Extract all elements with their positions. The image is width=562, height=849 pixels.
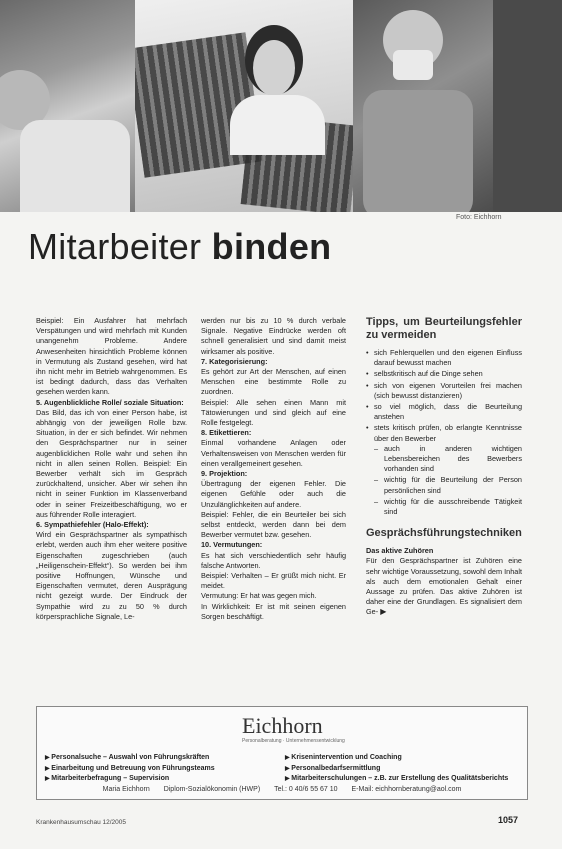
- list-item: • selbstkritisch auf die Dinge sehen: [366, 369, 522, 379]
- contact-name: Maria Eichhorn: [102, 786, 150, 793]
- contact-role: Diplom-Sozialökonomin (HWP): [163, 786, 261, 793]
- paragraph: [366, 556, 522, 617]
- ad-contact-line: [37, 786, 527, 793]
- paragraph-text: Für den Gesprächspartner ist Zuhören eine sehr wichtige Voraussetzung, sowohl dem Inhalt als auch dem emotionalen Gehalt einer Aussage zu prüfen. Das aktive Zuhören ist daher eine der Grundlagen. Es signalisiert dem Ge-: [366, 556, 522, 617]
- paragraph: Beispiel: Alle sehen einen Mann mit Tätowierungen und sind gleich auf eine Rolle festgelegt.: [201, 397, 346, 428]
- page-title: [28, 226, 331, 268]
- list-item: • sich Fehlerquellen und den eigenen Einfluss darauf bewusst machen: [366, 348, 522, 368]
- list-item: ▶ Personalsuche – Auswahl von Führungskräften: [45, 753, 215, 764]
- tips-list: [366, 348, 522, 517]
- list-item: – auch in anderen wichtigen Lebensbereichen des Bewerbers vorhanden sind: [374, 444, 522, 475]
- paragraph: In Wirklichkeit: Er ist mit seinen eigenen Sorgen beschäftigt.: [201, 601, 346, 621]
- list-item: • so viel möglich, dass die Beurteilung anstehen: [366, 402, 522, 422]
- title-bold: binden: [211, 226, 332, 267]
- section-heading: 6. Sympathiefehler (Halo-Effekt):: [36, 520, 149, 530]
- section-heading: 7. Kategorisierung:: [201, 356, 268, 366]
- section-heading: 5. Augenblickliche Rolle/ soziale Situation:: [36, 397, 184, 407]
- ad-tagline: Personalberatung · Unternehmensentwicklung: [242, 738, 345, 744]
- paragraph: Beispiel: Fehler, die ein Beurteiler bei sich selbst entdeckt, werden dann bei dem Bewerber vermutet bzw. gesehen.: [201, 509, 346, 540]
- paragraph: Es gehört zur Art der Menschen, auf einen Menschen eine bestimmte Rolle zu zuordnen.: [201, 367, 346, 397]
- photo-surgery: [353, 0, 562, 212]
- paragraph: Vermutung: Er hat was gegen mich.: [201, 591, 317, 601]
- title-light: Mitarbeiter: [28, 226, 202, 267]
- ad-brand-logo: Eichhorn: [242, 713, 323, 738]
- tips-heading: Tipps, um Beurteilungsfehler zu vermeiden: [366, 316, 522, 341]
- list-item: ▶ Krisenintervention und Coaching: [285, 753, 508, 764]
- paragraph: Wird ein Gesprächspartner als sympathisch erlebt, werden auch ihm eher weitere positive Eigenschaften zugeschrieben (auch „Heiligenschein-Effekt“). So werden bei ihm positive Hoffnungen, Wünsche und Eigenschaften vermutet, deren Ausprägung nicht gezeigt wurde. Der Eindruck der Sympathie wird zu zu 50 % durch körpersprachliche Signale, Le-: [36, 530, 187, 621]
- paragraph: Es hat sich verschiedentlich sehr häufig falsche Antworten.: [201, 550, 346, 570]
- advertisement-box: [36, 706, 528, 800]
- paragraph: Das Bild, das ich von einer Person habe, ist abhängig von der jeweiligen Rolle bzw. Situation, in der er sich befindet. Wir nehmen den Gesprächspartner nur in seiner augenblicklichen Rolle wahr und sehen ihn nicht in allen seinen Rollen. Beispiel: Ein Bewerber verhält sich im Gespräch zurückhaltend, unsicher. Aber wir sehen ihn nicht in seiner Funktion im Klassenverband oder in seiner Freizeitbeschäftigung, wo er aus führender Rolle interagiert.: [36, 407, 187, 519]
- list-item: ▶ Mitarbeiterbefragung – Supervision: [45, 774, 215, 785]
- list-item: [366, 423, 522, 517]
- contact-phone: Tel.: 0 40/6 55 67 10: [274, 786, 338, 793]
- section-heading: 10. Vermutungen:: [201, 540, 263, 550]
- text-column-3: [366, 316, 522, 618]
- techniques-heading: Gesprächsführungstechniken: [366, 527, 522, 540]
- paragraph: Übertragung der eigenen Fehler. Die eigenen Gefühle oder auch die Unzulänglichkeiten auf andere.: [201, 479, 346, 509]
- section-heading: 9. Projektion:: [201, 469, 248, 479]
- paragraph: Beispiel: Ein Ausfahrer hat mehrfach Verspätungen und wird mehrfach mit Kunden unangenehm Probleme. Andere Anwesenheiten hinsichtlich Probleme können in Vermutung als Zustand gesehen, wird hat ihn nicht mehr im Betrieb wahrgenommen. Es ist bedingt dadurch, dass das Verhalten gesehen werden kann.: [36, 316, 187, 397]
- paragraph: Beispiel: Verhalten – Er grüßt mich nicht. Er meidet.: [201, 571, 346, 591]
- list-item: ▶ Personalbedarfsermittlung: [285, 764, 508, 775]
- list-item: – wichtig für die ausschreibende Tätigkeit sind: [374, 497, 522, 517]
- paragraph: werden nur bis zu 10 % durch verbale Signale. Negative Eindrücke werden oft schnell generalisiert und sind damit meist wirksamer als positive.: [201, 316, 346, 356]
- paragraph: Einmal vorhandene Anlagen oder Verhaltensweisen von Menschen werden für einen verallgemeinert gesehen.: [201, 438, 346, 468]
- section-heading: Das aktive Zuhören: [366, 546, 434, 556]
- text-column-1: [36, 316, 187, 622]
- photo-doctor-xray: [135, 0, 353, 212]
- list-item-text: stets kritisch prüfen, ob erlangte Kenntnisse über den Bewerber: [374, 423, 522, 443]
- list-item: • sich von eigenen Vorurteilen frei machen (sich bewusst distanzieren): [366, 381, 522, 401]
- sub-tips-list: [374, 444, 522, 517]
- section-heading: 8. Etikettieren:: [201, 428, 252, 438]
- photo-strip: [0, 0, 562, 212]
- list-item: ▶ Einarbeitung und Betreuung von Führungsteams: [45, 764, 215, 775]
- photo-man-with-child: [0, 0, 135, 212]
- text-column-2: [201, 316, 346, 622]
- contact-email: E-Mail: eichhornberatung@aol.com: [351, 786, 462, 793]
- footer-publication: Krankenhausumschau 12/2005: [36, 819, 126, 826]
- ad-services-right: [285, 753, 508, 785]
- list-item: – wichtig für die Beurteilung der Person persönlichen sind: [374, 475, 522, 495]
- continue-arrow-icon: ▶: [380, 607, 387, 617]
- photo-caption: Foto: Eichhorn: [456, 214, 502, 221]
- list-item: ▶ Mitarbeiterschulungen – z.B. zur Erstellung des Qualitätsberichts: [285, 774, 508, 785]
- ad-services-left: [45, 753, 215, 785]
- page-number: 1057: [498, 815, 519, 825]
